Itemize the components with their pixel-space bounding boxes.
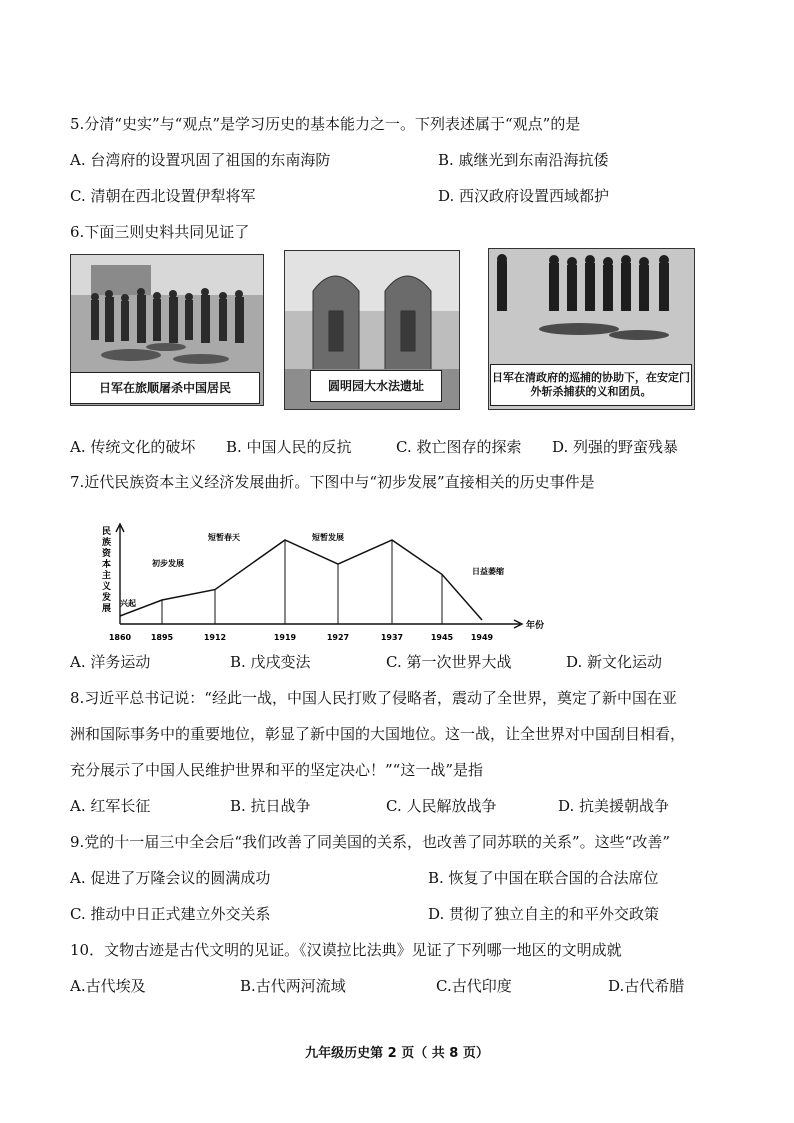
chart-stage-label: 初步发展 bbox=[152, 559, 184, 568]
q9-stem: 9.党的十一届三中全会后“我们改善了同美国的关系，也改善了同苏联的关系”。这些“改善” bbox=[70, 833, 670, 851]
chart-x-label: 年份 bbox=[526, 621, 545, 631]
q5-option-d[interactable]: D. 西汉政府设置西域都护 bbox=[438, 187, 610, 205]
q9-option-d[interactable]: D. 贯彻了独立自主的和平外交政策 bbox=[428, 905, 660, 923]
q9-option-c[interactable]: C. 推动中日正式建立外交关系 bbox=[70, 905, 271, 923]
q5-option-c[interactable]: C. 清朝在西北设置伊犁将军 bbox=[70, 187, 256, 205]
chart-x-tick-1919: 1919 bbox=[273, 633, 297, 642]
q7-option-b[interactable]: B. 戊戌变法 bbox=[230, 653, 311, 671]
q8-option-b[interactable]: B. 抗日战争 bbox=[230, 797, 311, 815]
q10-stem: 10．文物古迹是古代文明的见证。《汉谟拉比法典》见证了下列哪一地区的文明成就 bbox=[70, 941, 622, 959]
caption-lushun-massacre: 日军在旅顺屠杀中国居民 bbox=[70, 372, 260, 404]
q6-option-b[interactable]: B. 中国人民的反抗 bbox=[226, 438, 352, 456]
chart-x-tick-1912: 1912 bbox=[203, 633, 227, 642]
chart-x-tick-1895: 1895 bbox=[150, 633, 174, 642]
chart-stage-label: 短暂春天 bbox=[208, 533, 240, 542]
q10-option-b[interactable]: B.古代两河流域 bbox=[240, 977, 346, 995]
chart-y-label: 民族资本主义发展 bbox=[102, 527, 112, 614]
page-footer: 九年级历史第 2 页（ 共 8 页） bbox=[305, 1046, 489, 1061]
q7-option-a[interactable]: A. 洋务运动 bbox=[70, 653, 151, 671]
q5-option-b[interactable]: B. 戚继光到东南沿海抗倭 bbox=[438, 151, 609, 169]
q6-option-c[interactable]: C. 救亡图存的探索 bbox=[396, 438, 522, 456]
chart-x-tick-1860: 1860 bbox=[108, 633, 132, 642]
q10-option-a[interactable]: A.古代埃及 bbox=[70, 977, 146, 995]
q10-option-c[interactable]: C.古代印度 bbox=[436, 977, 512, 995]
q8-option-c[interactable]: C. 人民解放战争 bbox=[386, 797, 497, 815]
chart-stage-label: 兴起 bbox=[120, 599, 136, 608]
q8-line-2: 洲和国际事务中的重要地位，彰显了新中国的大国地位。这一战，让全世界对中国刮目相看， bbox=[70, 725, 686, 743]
q9-option-a[interactable]: A. 促进了万隆会议的圆满成功 bbox=[70, 869, 271, 887]
chart-x-tick-1937: 1937 bbox=[380, 633, 404, 642]
q5-stem: 5.分清“史实”与“观点”是学习历史的基本能力之一。下列表述属于“观点”的是 bbox=[70, 115, 581, 133]
q7-option-c[interactable]: C. 第一次世界大战 bbox=[386, 653, 512, 671]
chart-stage-label: 日益萎缩 bbox=[472, 567, 504, 576]
q6-option-d[interactable]: D. 列强的野蛮残暴 bbox=[552, 438, 679, 456]
q9-option-b[interactable]: B. 恢复了中国在联合国的合法席位 bbox=[428, 869, 659, 887]
q8-option-a[interactable]: A. 红军长征 bbox=[70, 797, 151, 815]
chart-x-tick-1927: 1927 bbox=[326, 633, 350, 642]
chart-x-tick-1945: 1945 bbox=[430, 633, 454, 642]
q8-option-d[interactable]: D. 抗美援朝战争 bbox=[558, 797, 670, 815]
q6-option-a[interactable]: A. 传统文化的破坏 bbox=[70, 438, 196, 456]
caption-yuanmingyuan: 圆明园大水法遗址 bbox=[310, 370, 442, 402]
q5-option-a[interactable]: A. 台湾府的设置巩固了祖国的东南海防 bbox=[70, 151, 331, 169]
q7-option-d[interactable]: D. 新文化运动 bbox=[566, 653, 663, 671]
q8-line-3: 充分展示了中国人民维护世界和平的坚定决心！”“这一战”是指 bbox=[70, 761, 484, 779]
capitalism-development-chart bbox=[80, 520, 560, 650]
q6-stem: 6.下面三则史料共同见证了 bbox=[70, 223, 250, 241]
chart-x-tick-1949: 1949 bbox=[470, 633, 494, 642]
q8-line-1: 8.习近平总书记说：“经此一战，中国人民打败了侵略者，震动了全世界，奠定了新中国在亚 bbox=[70, 689, 677, 707]
q10-option-d[interactable]: D.古代希腊 bbox=[608, 977, 685, 995]
chart-layer bbox=[109, 532, 504, 642]
chart-series-line bbox=[120, 540, 482, 620]
q7-stem: 7.近代民族资本主义经济发展曲折。下图中与“初步发展”直接相关的历史事件是 bbox=[70, 473, 595, 491]
chart-stage-label: 短暂发展 bbox=[312, 533, 344, 542]
caption-boxer-execution: 日军在清政府的巡捕的协助下，在安定门外斩杀捕获的义和团员。 bbox=[490, 364, 692, 406]
